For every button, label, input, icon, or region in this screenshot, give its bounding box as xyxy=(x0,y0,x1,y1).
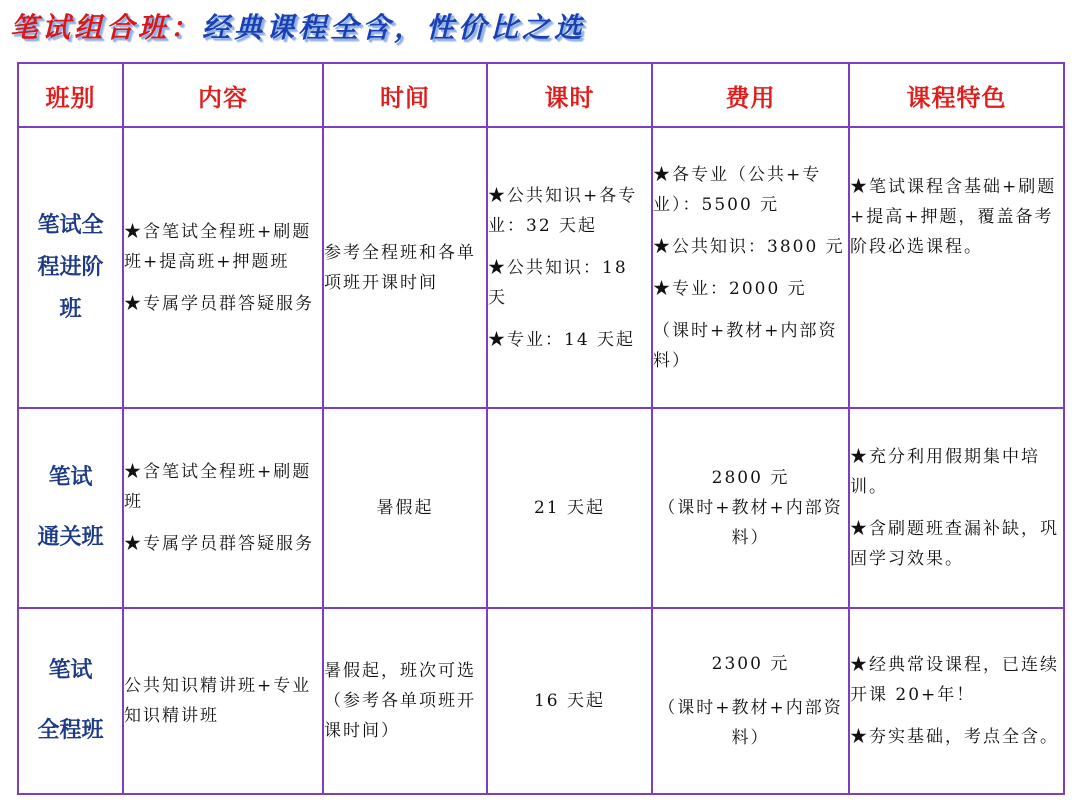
features-cell xyxy=(849,608,1064,794)
content-item: ★专属学员群答疑服务 xyxy=(124,534,314,554)
fee-item: ★各专业（公共+专业）：5500 元 xyxy=(653,164,822,215)
fee-note: （课时+教材+内部资料） xyxy=(658,498,843,548)
banner-slogan: 经典课程全含，性价比之选 xyxy=(202,11,587,44)
header-hours: 课时 xyxy=(487,63,652,127)
class-name-cell xyxy=(18,608,123,794)
hours-cell xyxy=(487,408,652,608)
table-row xyxy=(18,127,1064,408)
class-name-line: 笔试 xyxy=(48,465,93,490)
time-cell xyxy=(323,608,487,794)
header-time: 时间 xyxy=(323,63,487,127)
time-cell xyxy=(323,408,487,608)
table-row xyxy=(18,408,1064,608)
time-text: 参考全程班和各单项班开课时间 xyxy=(324,242,476,293)
course-table xyxy=(17,62,1065,795)
fee-price: 2300 元 xyxy=(711,654,790,674)
feature-item: ★充分利用假期集中培训。 xyxy=(850,447,1040,497)
class-name-cell xyxy=(18,408,123,608)
hours-item: ★专业：14 天起 xyxy=(488,329,636,350)
content-item: ★含笔试全程班+刷题班 xyxy=(124,462,312,512)
class-name-line: 通关班 xyxy=(37,525,104,550)
table-row xyxy=(18,608,1064,794)
content-cell xyxy=(123,127,323,408)
fee-cell xyxy=(652,608,849,794)
hours-cell xyxy=(487,127,652,408)
time-cell xyxy=(323,127,487,408)
content-item: ★专属学员群答疑服务 xyxy=(124,293,314,314)
class-name-line: 班 xyxy=(59,296,82,322)
feature-item: ★含刷题班查漏补缺，巩固学习效果。 xyxy=(850,519,1059,569)
fee-cell xyxy=(652,127,849,408)
feature-item: ★夯实基础，考点全含。 xyxy=(850,727,1059,747)
fee-cell xyxy=(652,408,849,608)
fee-note: （课时+教材+内部资料） xyxy=(658,698,843,748)
banner-title xyxy=(10,2,750,54)
class-name-line: 全程班 xyxy=(37,718,104,743)
header-features: 课程特色 xyxy=(849,63,1064,127)
fee-item: ★公共知识：3800 元 xyxy=(653,236,845,257)
header-class: 班别 xyxy=(18,63,123,127)
fee-price: 2800 元 xyxy=(711,468,790,488)
table-header-row xyxy=(18,63,1064,127)
time-text: 暑假起，班次可选（参考各单项班开课时间） xyxy=(324,661,476,741)
features-cell xyxy=(849,127,1064,408)
fee-note: （课时+教材+内部资料） xyxy=(653,320,838,371)
content-text: 公共知识精讲班+专业知识精讲班 xyxy=(124,676,312,726)
content-cell xyxy=(123,608,323,794)
feature-item: ★经典常设课程，已连续开课 20+年！ xyxy=(850,655,1059,705)
features-cell xyxy=(849,408,1064,608)
feature-item: ★笔试课程含基础+刷题+提高+押题，覆盖备考阶段必选课程。 xyxy=(850,177,1057,257)
banner-prefix: 笔试组合班： xyxy=(10,11,203,44)
class-name-cell xyxy=(18,127,123,408)
header-content: 内容 xyxy=(123,63,323,127)
hours-text: 21 天起 xyxy=(533,498,606,518)
class-name-line: 笔试 xyxy=(48,658,93,683)
content-cell xyxy=(123,408,323,608)
hours-item: ★公共知识+各专业：32 天起 xyxy=(488,185,638,236)
class-name-line: 笔试全 xyxy=(37,212,104,238)
class-name-line: 程进阶 xyxy=(37,254,104,280)
time-text: 暑假起 xyxy=(376,498,434,518)
hours-item: ★公共知识：18 天 xyxy=(488,257,628,308)
content-item: ★含笔试全程班+刷题班+提高班+押题班 xyxy=(124,221,312,272)
header-fee: 费用 xyxy=(652,63,849,127)
fee-item: ★专业：2000 元 xyxy=(653,278,807,299)
hours-text: 16 天起 xyxy=(533,691,606,711)
hours-cell xyxy=(487,608,652,794)
